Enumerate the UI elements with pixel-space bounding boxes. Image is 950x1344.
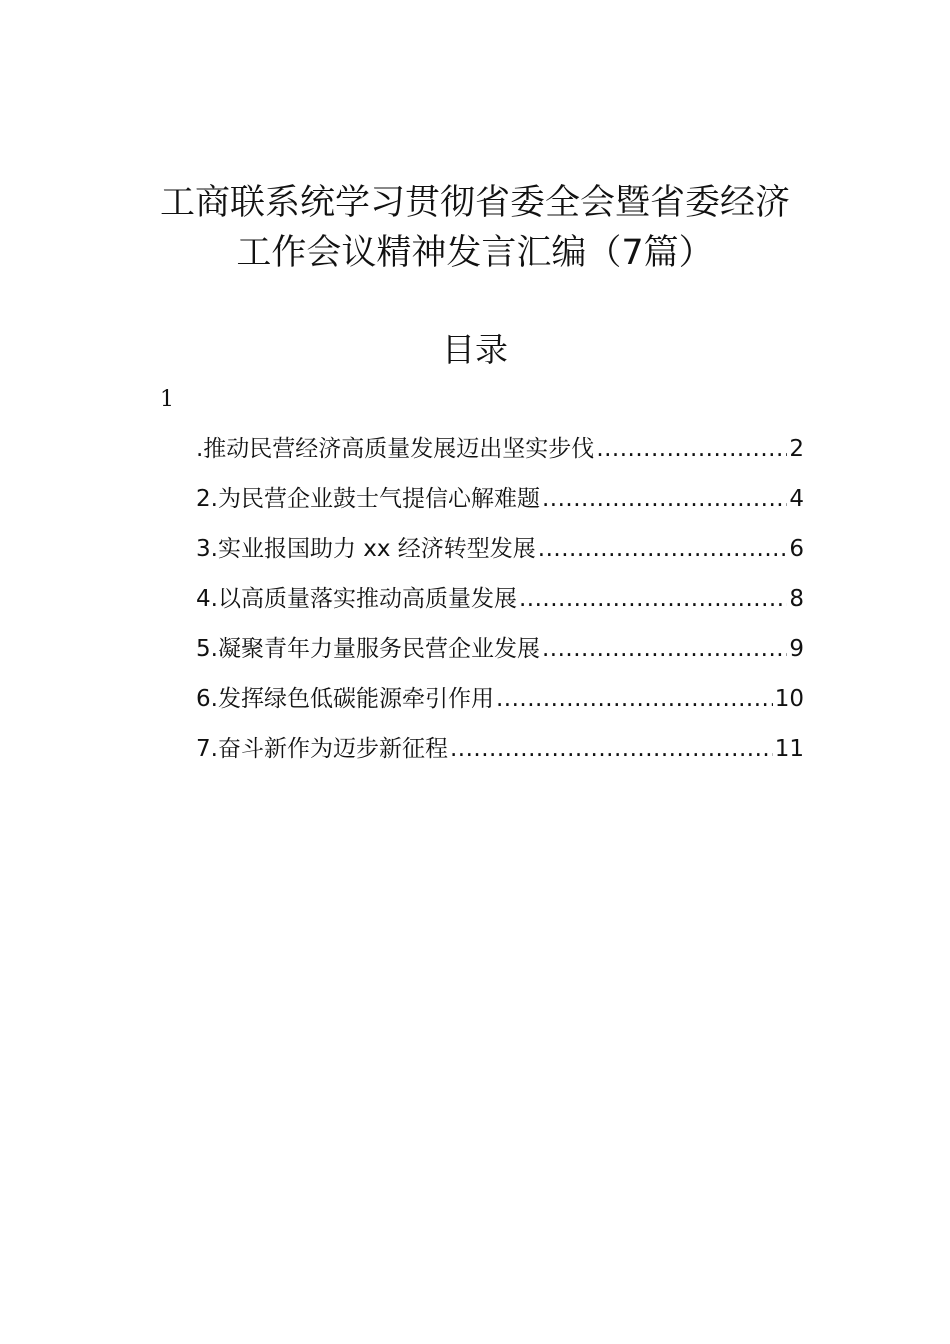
toc-entry[interactable] xyxy=(196,680,804,730)
toc-dot-leader xyxy=(542,630,787,668)
stray-page-number: 1 xyxy=(160,387,174,412)
toc-entry-page: 10 xyxy=(774,686,804,712)
toc-entry[interactable] xyxy=(196,630,804,680)
toc-entry[interactable] xyxy=(196,430,804,480)
toc-dot-leader xyxy=(596,430,787,468)
document-title-line-2: 工作会议精神发言汇编（7篇） xyxy=(236,233,714,273)
toc-entry[interactable] xyxy=(196,730,804,780)
table-of-contents xyxy=(196,430,804,780)
toc-entry-label: 7.奋斗新作为迈步新征程 xyxy=(196,736,448,762)
toc-entry[interactable] xyxy=(196,480,804,530)
toc-entry-label: 3.实业报国助力 xx 经济转型发展 xyxy=(196,536,536,562)
document-title-line-1: 工商联系统学习贯彻省委全会暨省委经济 xyxy=(159,183,790,223)
toc-dot-leader xyxy=(542,480,787,518)
toc-entry-label: 6.发挥绿色低碳能源牵引作用 xyxy=(196,686,494,712)
toc-entry-label: 2.为民营企业鼓士气提信心解难题 xyxy=(196,486,540,512)
toc-dot-leader xyxy=(450,730,773,768)
toc-entry-page: 8 xyxy=(789,586,804,612)
toc-entry-page: 4 xyxy=(789,486,804,512)
toc-entry-page: 2 xyxy=(789,436,804,462)
toc-entry-page: 6 xyxy=(789,536,804,562)
toc-entry-page: 11 xyxy=(774,736,804,762)
toc-entry-label: 4.以高质量落实推动高质量发展 xyxy=(196,586,517,612)
toc-entry-label: .推动民营经济高质量发展迈出坚实步伐 xyxy=(196,436,595,462)
toc-entry-page: 9 xyxy=(789,636,804,662)
toc-dot-leader xyxy=(538,530,788,568)
toc-entry[interactable] xyxy=(196,530,804,580)
toc-entry[interactable] xyxy=(196,580,804,630)
toc-entry-label: 5.凝聚青年力量服务民营企业发展 xyxy=(196,636,540,662)
toc-dot-leader xyxy=(496,680,773,718)
toc-dot-leader xyxy=(519,580,787,618)
toc-heading: 目录 xyxy=(442,330,508,369)
